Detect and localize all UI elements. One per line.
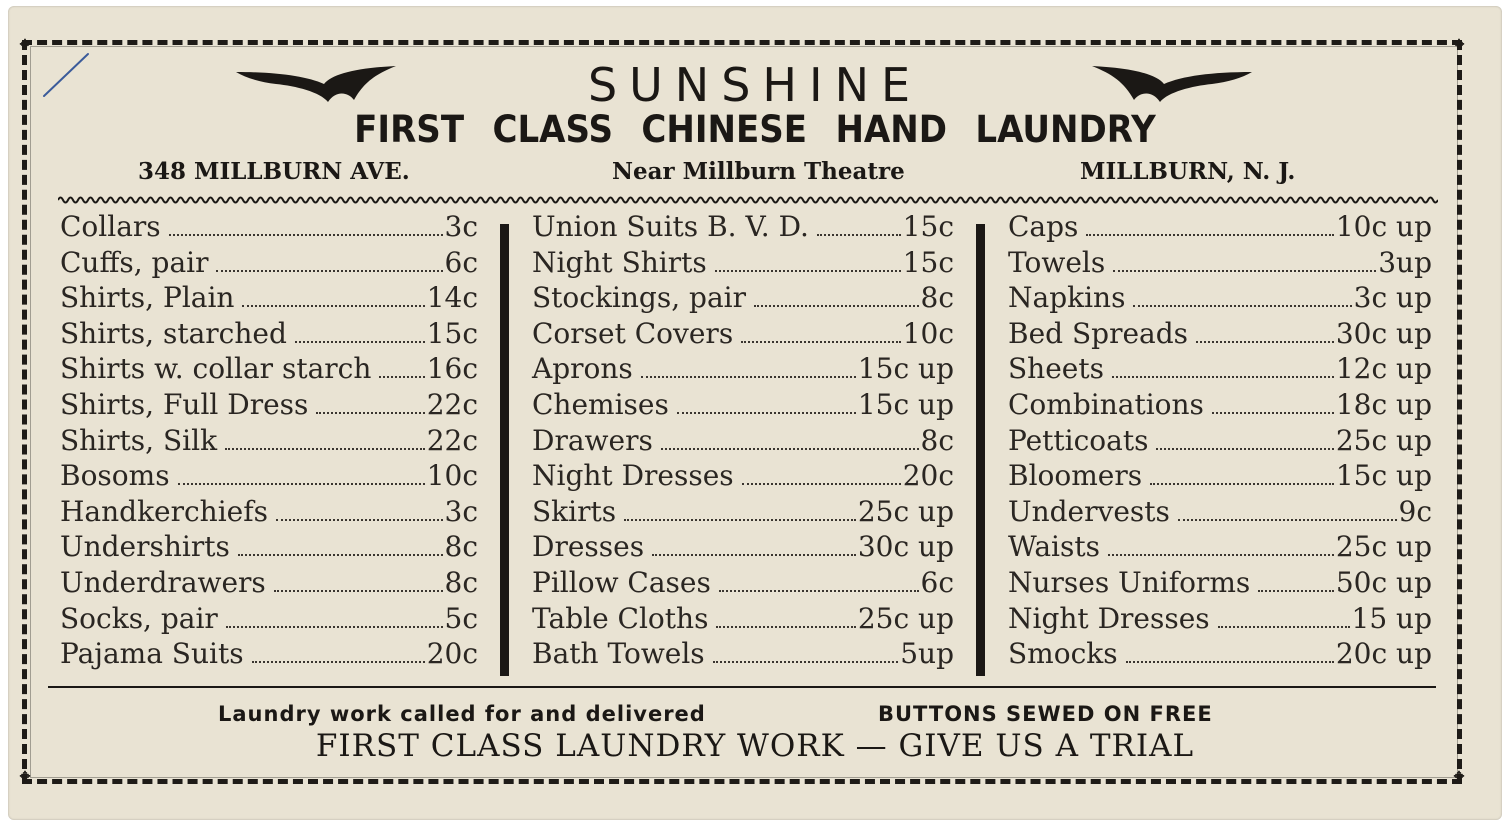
price-row xyxy=(532,459,954,495)
dot-leader xyxy=(1086,234,1333,236)
price-row xyxy=(1008,495,1432,531)
item-price: 9c xyxy=(1398,494,1432,528)
item-name: Night Dresses xyxy=(1008,601,1210,635)
item-name: Bed Spreads xyxy=(1008,316,1189,350)
price-row xyxy=(1008,352,1432,388)
item-name: Petticoats xyxy=(1008,423,1149,457)
price-row xyxy=(532,495,954,531)
price-row xyxy=(532,424,954,460)
item-price: 30c up xyxy=(1335,316,1432,350)
price-row xyxy=(1008,637,1432,673)
item-name: Smocks xyxy=(1008,637,1118,671)
item-name: Caps xyxy=(1008,210,1079,243)
item-price: 15 up xyxy=(1351,601,1432,635)
item-name: Cuffs, pair xyxy=(60,245,209,279)
item-price: 8c xyxy=(444,566,478,599)
item-price: 20c up xyxy=(1335,637,1432,671)
dot-leader xyxy=(295,341,425,343)
item-name: Shirts, Full Dress xyxy=(60,388,309,421)
item-price: 25c up xyxy=(1335,423,1432,457)
price-row xyxy=(1008,424,1432,460)
street-address: 348 MILLBURN AVE. xyxy=(138,158,410,185)
price-row xyxy=(60,281,478,317)
price-row xyxy=(60,637,478,673)
column-divider xyxy=(500,224,509,676)
price-row xyxy=(532,317,954,353)
item-price: 15c up xyxy=(857,352,954,386)
dot-leader xyxy=(1156,448,1333,450)
dot-leader xyxy=(226,626,443,628)
item-name: Sheets xyxy=(1008,352,1104,386)
item-name: Chemises xyxy=(532,388,669,421)
item-name: Collars xyxy=(60,210,161,243)
item-price: 10c up xyxy=(1335,210,1432,243)
dot-leader xyxy=(661,448,919,450)
item-price: 16c xyxy=(426,352,478,386)
dot-leader xyxy=(1112,376,1334,378)
item-price: 50c up xyxy=(1335,566,1432,599)
item-name: Undershirts xyxy=(60,530,230,564)
item-price: 25c up xyxy=(1335,530,1432,564)
item-price: 8c xyxy=(920,281,954,315)
item-price: 3up xyxy=(1378,245,1432,279)
item-name: Table Cloths xyxy=(532,601,709,635)
location-note: Near Millburn Theatre xyxy=(612,158,905,185)
dot-leader xyxy=(169,234,443,236)
dot-leader xyxy=(652,554,856,556)
item-name: Drawers xyxy=(532,423,653,457)
item-price: 10c xyxy=(902,316,954,350)
item-price: 3c up xyxy=(1353,281,1432,315)
item-price: 3c xyxy=(444,210,478,243)
item-name: Napkins xyxy=(1008,281,1126,315)
price-row xyxy=(532,210,954,246)
dot-leader xyxy=(276,519,443,521)
slogan: FIRST CLASS LAUNDRY WORK — GIVE US A TRIAL xyxy=(315,728,1195,764)
dot-leader xyxy=(178,483,425,485)
dot-leader xyxy=(713,661,899,663)
price-row xyxy=(60,424,478,460)
column-divider xyxy=(976,224,985,676)
item-name: Nurses Uniforms xyxy=(1008,566,1251,599)
item-name: Pillow Cases xyxy=(532,566,711,599)
dot-leader xyxy=(1178,519,1397,521)
price-row xyxy=(532,602,954,638)
item-name: Bath Towels xyxy=(532,637,705,671)
price-row xyxy=(1008,566,1432,602)
item-name: Corset Covers xyxy=(532,316,734,350)
price-row xyxy=(532,352,954,388)
item-price: 15c xyxy=(902,210,954,243)
dot-leader xyxy=(1113,270,1376,272)
price-row xyxy=(60,210,478,246)
price-row xyxy=(60,246,478,282)
item-name: Aprons xyxy=(532,352,633,386)
dot-leader xyxy=(754,305,919,307)
business-subtitle: FIRST CLASS CHINESE HAND LAUNDRY xyxy=(354,108,1156,151)
dot-leader xyxy=(1218,626,1350,628)
price-row xyxy=(60,317,478,353)
item-price: 15c up xyxy=(857,388,954,421)
price-row xyxy=(1008,602,1432,638)
price-row xyxy=(1008,459,1432,495)
price-row xyxy=(532,281,954,317)
item-name: Undervests xyxy=(1008,494,1170,528)
item-price: 25c up xyxy=(857,494,954,528)
dot-leader xyxy=(316,412,424,414)
price-row xyxy=(60,352,478,388)
price-row xyxy=(532,566,954,602)
dot-leader xyxy=(225,448,425,450)
footer-divider xyxy=(48,686,1436,688)
item-name: Shirts w. collar starch xyxy=(60,352,372,386)
dot-leader xyxy=(238,554,443,556)
pickup-delivery-note: Laundry work called for and delivered xyxy=(218,702,706,726)
item-name: Combinations xyxy=(1008,388,1204,421)
item-name: Shirts, starched xyxy=(60,316,287,350)
item-price: 25c up xyxy=(857,601,954,635)
dot-leader xyxy=(1108,554,1334,556)
item-price: 14c xyxy=(426,281,478,315)
dot-leader xyxy=(1212,412,1334,414)
item-name: Night Dresses xyxy=(532,459,734,493)
dot-leader xyxy=(216,270,442,272)
item-name: Skirts xyxy=(532,494,617,528)
price-row xyxy=(60,495,478,531)
dot-leader xyxy=(242,305,424,307)
dot-leader xyxy=(1196,341,1334,343)
price-row xyxy=(60,602,478,638)
corner-ornament-icon: ✥ xyxy=(1453,769,1465,785)
item-price: 15c xyxy=(426,316,478,350)
price-row xyxy=(532,637,954,673)
item-price: 20c xyxy=(426,637,478,671)
dot-leader xyxy=(716,626,855,628)
item-name: Towels xyxy=(1008,245,1106,279)
item-name: Bosoms xyxy=(60,459,170,493)
item-name: Union Suits B. V. D. xyxy=(532,210,809,243)
item-price: 5up xyxy=(900,637,954,671)
item-price: 3c xyxy=(444,494,478,528)
item-name: Dresses xyxy=(532,530,645,564)
item-name: Bloomers xyxy=(1008,459,1143,493)
item-price: 8c xyxy=(444,530,478,564)
item-price: 6c xyxy=(920,566,954,599)
price-row xyxy=(60,530,478,566)
dot-leader xyxy=(1258,590,1334,592)
corner-ornament-icon: ✥ xyxy=(19,769,31,785)
price-row xyxy=(532,530,954,566)
dot-leader xyxy=(1150,483,1334,485)
dot-leader xyxy=(252,661,425,663)
dot-leader xyxy=(719,590,919,592)
dot-leader xyxy=(817,234,901,236)
dot-leader xyxy=(1126,661,1334,663)
dot-leader xyxy=(379,376,424,378)
item-price: 15c up xyxy=(1335,459,1432,493)
price-row xyxy=(532,388,954,424)
price-row xyxy=(60,566,478,602)
item-price: 5c xyxy=(444,601,478,635)
dot-leader xyxy=(715,270,901,272)
town-address: MILLBURN, N. J. xyxy=(1080,158,1296,185)
item-name: Shirts, Silk xyxy=(60,423,218,457)
item-price: 20c xyxy=(902,459,954,493)
business-name: SUNSHINE xyxy=(587,58,923,112)
item-price: 18c up xyxy=(1335,388,1432,421)
item-name: Underdrawers xyxy=(60,566,266,599)
price-row xyxy=(1008,210,1432,246)
item-name: Stockings, pair xyxy=(532,281,746,315)
item-name: Handkerchiefs xyxy=(60,494,268,528)
item-price: 15c xyxy=(902,245,954,279)
dot-leader xyxy=(741,341,901,343)
item-name: Night Shirts xyxy=(532,245,707,279)
item-price: 22c xyxy=(426,423,478,457)
price-row xyxy=(1008,317,1432,353)
dot-leader xyxy=(274,590,443,592)
item-price: 12c up xyxy=(1335,352,1432,386)
dot-leader xyxy=(624,519,856,521)
buttons-free-note: BUTTONS SEWED ON FREE xyxy=(878,702,1213,726)
corner-ornament-icon: ✥ xyxy=(19,37,31,53)
item-price: 30c up xyxy=(857,530,954,564)
dot-leader xyxy=(1133,305,1351,307)
dot-leader xyxy=(641,376,856,378)
item-price: 6c xyxy=(444,245,478,279)
price-row xyxy=(1008,281,1432,317)
wavy-divider xyxy=(58,193,1438,207)
item-price: 8c xyxy=(920,423,954,457)
dot-leader xyxy=(742,483,901,485)
price-row xyxy=(1008,388,1432,424)
price-row xyxy=(1008,246,1432,282)
price-row xyxy=(60,388,478,424)
item-name: Shirts, Plain xyxy=(60,281,235,315)
dot-leader xyxy=(677,412,856,414)
item-name: Pajama Suits xyxy=(60,637,244,671)
corner-ornament-icon: ✥ xyxy=(1453,37,1465,53)
price-row xyxy=(60,459,478,495)
price-row xyxy=(532,246,954,282)
item-price: 22c xyxy=(426,388,478,421)
item-name: Waists xyxy=(1008,530,1100,564)
item-price: 10c xyxy=(426,459,478,493)
price-row xyxy=(1008,530,1432,566)
item-name: Socks, pair xyxy=(60,601,218,635)
